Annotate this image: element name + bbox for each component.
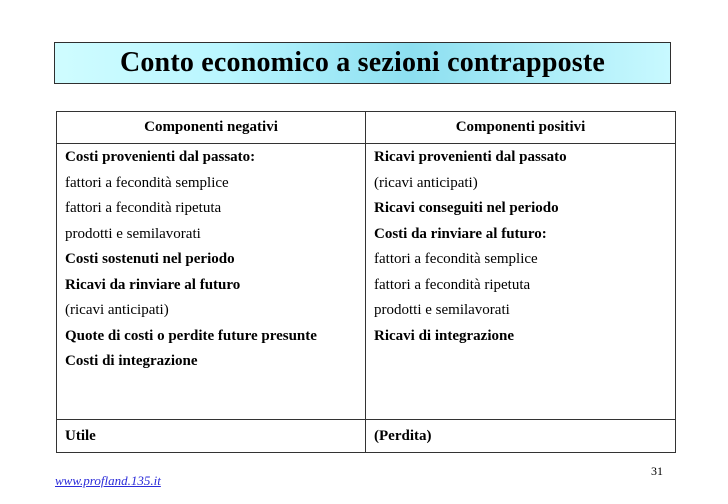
negative-components-header: Componenti negativi xyxy=(144,119,278,135)
slide-title-banner xyxy=(54,42,671,84)
loss-label: (Perdita) xyxy=(374,427,432,444)
negative-item: fattori a fecondità ripetuta xyxy=(65,200,222,216)
negative-item: Quote di costi o perdite future presunte xyxy=(65,327,317,344)
profit-cell xyxy=(57,420,366,452)
positive-item: Costi da rinviare al futuro: xyxy=(374,225,547,242)
negative-item: Costi sostenuti nel periodo xyxy=(65,251,235,267)
slide-title: Conto economico a sezioni contrapposte xyxy=(119,47,606,78)
negative-item: Costi provenienti dal passato: xyxy=(65,149,256,165)
positive-item: fattori a fecondità semplice xyxy=(374,251,538,267)
profit-label: Utile xyxy=(65,427,96,444)
positive-item: (ricavi anticipati) xyxy=(374,174,478,191)
negative-components-cell xyxy=(57,144,366,419)
table-footer-row xyxy=(57,420,675,452)
positive-item: fattori a fecondità ripetuta xyxy=(374,276,531,293)
positive-components-cell xyxy=(366,144,675,419)
table-body-row xyxy=(57,144,675,420)
negative-components-list xyxy=(65,149,357,379)
negative-components-header-cell xyxy=(57,112,366,143)
loss-cell xyxy=(366,420,675,452)
positive-components-header: Componenti positivi xyxy=(455,119,586,135)
positive-components-list xyxy=(374,149,667,353)
positive-components-header-cell xyxy=(366,112,675,143)
negative-item: prodotti e semilavorati xyxy=(65,225,201,242)
negative-item: Ricavi da rinviare al futuro xyxy=(65,276,241,293)
page-number: 31 xyxy=(651,464,663,478)
positive-item: Ricavi provenienti dal passato xyxy=(374,149,567,165)
site-link[interactable]: www.profland.135.it xyxy=(55,473,161,488)
positive-item: Ricavi di integrazione xyxy=(374,327,514,344)
negative-item: fattori a fecondità semplice xyxy=(65,174,229,191)
income-statement-table xyxy=(56,111,676,453)
negative-item: (ricavi anticipati) xyxy=(65,302,169,318)
negative-item: Costi di integrazione xyxy=(65,353,198,369)
positive-item: Ricavi conseguiti nel periodo xyxy=(374,200,559,216)
positive-item: prodotti e semilavorati xyxy=(374,302,510,318)
table-header-row xyxy=(57,112,675,144)
